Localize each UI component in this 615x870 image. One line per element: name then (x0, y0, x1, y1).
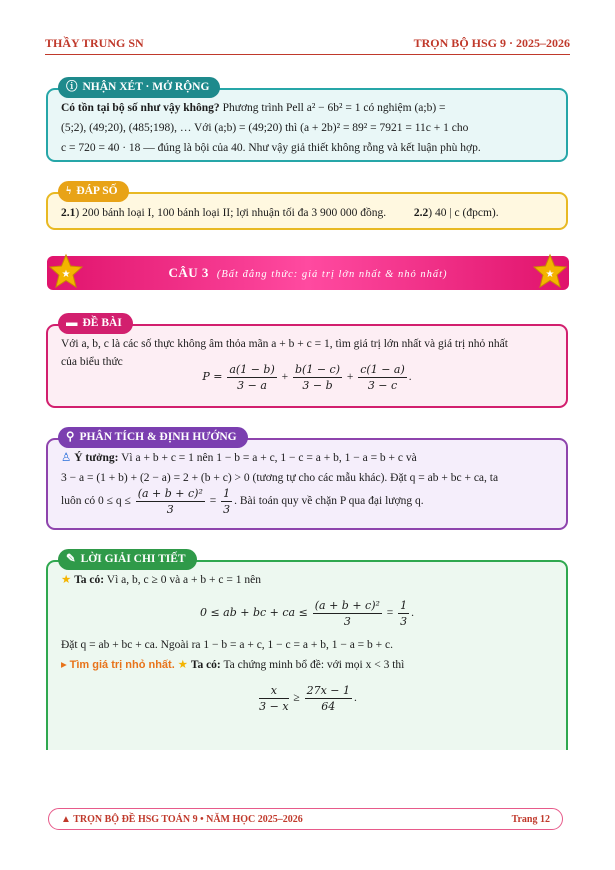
answer-part1-number: 2.1 (61, 207, 76, 219)
page-number: Trang 12 (511, 814, 550, 825)
solution-eq: = (386, 607, 394, 620)
question-title: CÂU 3 (168, 265, 209, 280)
analysis-fraction-2 (221, 486, 232, 517)
lemma-right-num: 27x − 1 (306, 684, 351, 697)
footer-left-text: TRỌN BỘ ĐỀ HSG TOÁN 9 • NĂM HỌC 2025–2026 (73, 814, 303, 825)
problem-tag (58, 313, 133, 334)
person-icon: ♙ (61, 452, 72, 464)
answer-part1: ) 200 bánh loại I, 100 bánh loại II; lợi nhuận tối đa 3 900 000 đồng. (75, 207, 387, 219)
svg-text:★: ★ (545, 269, 555, 280)
answer-box (46, 185, 568, 230)
answer-tag-label: ĐÁP SỐ (76, 185, 118, 197)
formula-lhs: P = (202, 370, 223, 384)
lemma-right-den: 64 (321, 700, 336, 713)
star-icon-left (49, 253, 83, 291)
header-series: TRỌN BỘ HSG 9 · 2025–2026 (413, 36, 570, 50)
arrow-icon: ▸ (61, 659, 67, 671)
solution-box (46, 553, 568, 750)
fraction-3 (358, 362, 407, 393)
lemma-left-num: x (259, 683, 288, 699)
remark-line-1 (61, 98, 553, 118)
fraction-2-den: 3 − b (302, 379, 333, 392)
answer-line (61, 202, 553, 223)
solution-tag (58, 549, 197, 570)
lemma-left-den: 3 − x (259, 700, 289, 713)
star-icon-2: ★ (177, 659, 188, 671)
question-banner (47, 256, 569, 290)
remark-tag (58, 77, 220, 98)
min-label: Tìm giá trị nhỏ nhất. (69, 659, 175, 671)
plus-1: + (281, 371, 289, 384)
fraction-1 (227, 362, 276, 393)
analysis-tag-label: PHÂN TÍCH & ĐỊNH HƯỚNG (79, 431, 237, 443)
analysis-fraction-1-num: (a + b + c)² (137, 487, 203, 500)
taco-text: Vì a, b, c ≥ 0 và a + b + c = 1 nên (106, 574, 261, 586)
remark-tag-label: NHẬN XÉT · MỞ RỘNG (82, 81, 210, 93)
lemma-dot: . (354, 692, 357, 705)
lemma-ge: ≥ (293, 692, 300, 705)
problem-line-1: Với a, b, c là các số thực không âm thỏa mãn a + b + c = 1, tìm giá trị lớn nhất và giá trị nhỏ nhất (61, 338, 508, 350)
solution-tag-label: LỜI GIẢI CHI TIẾT (80, 553, 186, 565)
solution-fraction-1-num: (a + b + c)² (314, 599, 380, 612)
analysis-fraction-2-num: 1 (223, 487, 231, 500)
answer-part2: ) 40 | c (đpcm). (428, 207, 499, 219)
solution-fraction-1-den: 3 (343, 615, 351, 628)
analysis-text-3a: luôn có 0 ≤ q ≤ (61, 495, 131, 508)
taco2-label: Ta có: (190, 659, 221, 671)
solution-fraction-1 (313, 598, 382, 629)
solution-fraction-2 (398, 598, 409, 629)
fraction-1-num: a(1 − b) (229, 363, 275, 376)
answer-tag (58, 181, 129, 202)
question-subtitle: (Bất đẳng thức: giá trị lớn nhất & nhỏ nhất) (216, 269, 448, 280)
remark-text-1: Phương trình Pell a² − 6b² = 1 có nghiệm (a;b) = (222, 102, 446, 114)
search-icon: ⚲ (66, 431, 75, 443)
problem-formula (61, 362, 553, 393)
analysis-fraction-1 (136, 486, 205, 517)
taco2-text: Ta chứng minh bổ đề: với mọi x < 3 thì (223, 659, 405, 671)
analysis-line-3 (61, 486, 553, 517)
lemma-fraction-left (259, 683, 288, 714)
fraction-3-num: c(1 − a) (360, 363, 405, 376)
fraction-2 (293, 362, 342, 393)
solution-dot: . (411, 607, 415, 620)
plus-2: + (346, 371, 354, 384)
problem-line-2: của biểu thức (61, 356, 123, 368)
idea-label: Ý tưởng: (74, 452, 119, 464)
analysis-line-2: 3 − a = (1 + b) + (2 − a) = 2 + (b + c) > 0 (tương tự cho các mẫu khác). Đặt q = ab + bc + ca, ta (61, 472, 499, 484)
remark-question: Có tồn tại bộ số như vậy không? (61, 102, 220, 114)
star-icon: ★ (61, 574, 72, 586)
inequality-lhs: 0 ≤ ab + bc + ca ≤ (199, 606, 308, 620)
page-header (45, 36, 570, 56)
analysis-fraction-1-den: 3 (166, 503, 174, 516)
remark-box (46, 81, 568, 162)
book-icon: ▬ (66, 317, 78, 329)
solution-min-line (61, 655, 553, 675)
fraction-2-num: b(1 − c) (295, 363, 340, 376)
remark-line-2: (5;2), (49;20), (485;198), … Với (a;b) = (49;20) thì (a + 2b)² = 89² = 7921 = 11c + 1 cho (61, 122, 469, 134)
fraction-1-den: 3 − a (237, 379, 267, 392)
info-icon: ⓘ (66, 81, 78, 93)
svg-text:★: ★ (61, 269, 71, 280)
analysis-line-1 (61, 448, 553, 468)
fraction-3-den: 3 − c (367, 379, 398, 392)
star-icon-right (533, 253, 567, 291)
page-footer (48, 808, 563, 830)
analysis-text-1: Vì a + b + c = 1 nên 1 − b = a + c, 1 − c = a + b, 1 − a = b + c và (121, 452, 417, 464)
pen-icon: ✎ (66, 553, 76, 565)
taco-label: Ta có: (74, 574, 105, 586)
lightning-icon: ϟ (66, 185, 72, 197)
header-divider (45, 54, 570, 55)
solution-line-1 (61, 570, 553, 590)
analysis-eq: = (209, 495, 217, 508)
formula-end: . (408, 371, 412, 384)
answer-part2-number: 2.2 (413, 207, 429, 219)
remark-line-3: c = 720 = 40 · 18 — đúng là bội của 40. Như vậy giả thiết không rỗng và kết luận phù hợp. (61, 142, 481, 154)
footer-left (61, 809, 303, 831)
analysis-text-3b: . Bài toán quy về chặn P qua đại lượng q. (234, 495, 424, 508)
analysis-tag (58, 427, 248, 448)
analysis-fraction-2-den: 3 (223, 503, 231, 516)
lemma-formula (61, 683, 553, 714)
solution-fraction-2-num: 1 (400, 599, 408, 612)
problem-tag-label: ĐỀ BÀI (82, 317, 122, 329)
solution-fraction-2-den: 3 (400, 615, 408, 628)
solution-inequality (61, 598, 553, 629)
header-author: THẦY TRUNG SN (45, 36, 144, 50)
problem-box (46, 317, 568, 408)
graduation-cap-icon: ▲ (61, 814, 71, 825)
solution-setq: Đặt q = ab + bc + ca. Ngoài ra 1 − b = a + c, 1 − c = a + b, 1 − a = b + c. (61, 639, 394, 651)
lemma-fraction-right (305, 683, 352, 714)
analysis-box (46, 431, 568, 530)
